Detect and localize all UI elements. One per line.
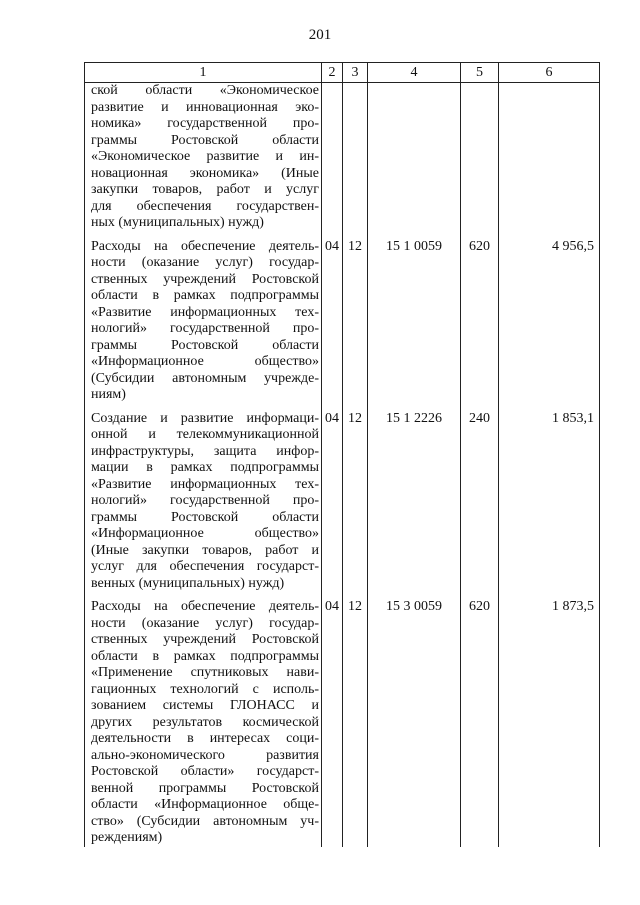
row-description — [85, 411, 322, 593]
description-line: ности (оказание услуг) государ- — [91, 615, 319, 631]
description-line: нологий» государственной про- — [91, 493, 319, 508]
spacer-cell — [368, 404, 461, 411]
section-code: 04 — [322, 411, 343, 593]
spacer-cell — [85, 232, 322, 239]
table-row — [85, 83, 600, 232]
description-line: других результатов космической — [91, 714, 319, 730]
table-header-row — [85, 63, 600, 83]
spacer-cell — [343, 404, 368, 411]
description-line: области в рамках подпрограммы — [91, 648, 319, 664]
expense-type-code: 620 — [461, 599, 499, 847]
subsection-code: 12 — [343, 411, 368, 593]
description-line: ской области «Экономическое — [91, 83, 319, 98]
spacer-cell — [85, 404, 322, 411]
description-line: ственных учреждений Ростовской — [91, 271, 319, 287]
spacer-cell — [499, 592, 600, 599]
description-line: инфраструктуры, защита инфор- — [91, 443, 319, 459]
spacer-cell — [368, 232, 461, 239]
subsection-code: 12 — [343, 599, 368, 847]
section-code: 04 — [322, 599, 343, 847]
spacer-cell — [343, 592, 368, 599]
header-col-3: 3 — [343, 63, 368, 83]
budget-table — [84, 62, 600, 847]
target-item-code: 15 3 0059 — [368, 599, 461, 847]
target-item-code — [368, 83, 461, 232]
amount — [499, 83, 600, 232]
description-line: венных (муниципальных) нужд) — [91, 575, 285, 591]
description-line: (Субсидии автономным учрежде- — [91, 370, 319, 386]
description-line: новационная экономика» (Иные — [91, 165, 319, 181]
description-line: граммы Ростовской области — [91, 509, 319, 525]
spacer-cell — [499, 404, 600, 411]
description-line: Создание и развитие информаци- — [91, 410, 319, 426]
description-line: «Применение спутниковых нави- — [91, 665, 319, 680]
amount: 1 853,1 — [499, 411, 600, 593]
amount: 1 873,5 — [499, 599, 600, 847]
row-description — [85, 83, 322, 232]
description-line: ности (оказание услуг) государ- — [91, 255, 319, 270]
description-line: ных (муниципальных) нужд) — [91, 215, 264, 230]
description-line: развитие и инновационная эко- — [91, 99, 319, 115]
expense-type-code — [461, 83, 499, 232]
description-line: «Экономическое развитие и ин- — [91, 149, 319, 164]
row-spacer — [85, 592, 600, 599]
row-spacer — [85, 232, 600, 239]
description-line: зованием системы ГЛОНАСС и — [91, 698, 319, 713]
spacer-cell — [461, 232, 499, 239]
description-line: деятельности в интересах соци- — [91, 731, 319, 746]
spacer-cell — [85, 592, 322, 599]
description-line: «Развитие информационных тех- — [91, 304, 319, 320]
section-code — [322, 83, 343, 232]
spacer-cell — [368, 592, 461, 599]
header-col-5: 5 — [461, 63, 499, 83]
description-line: граммы Ростовской области — [91, 132, 319, 148]
page-number: 201 — [308, 27, 332, 43]
subsection-code — [343, 83, 368, 232]
spacer-cell — [322, 592, 343, 599]
description-line: гационных технологий с исполь- — [91, 681, 319, 697]
spacer-cell — [322, 404, 343, 411]
header-col-4: 4 — [368, 63, 461, 83]
description-line: «Информационное общество» — [91, 354, 319, 369]
description-line: «Информационное общество» — [91, 526, 319, 541]
description-line: онной и телекоммуникационной — [91, 427, 319, 442]
description-line: «Развитие информационных тех- — [91, 476, 319, 492]
description-line: реждениям) — [91, 830, 163, 845]
description-line: венной программы Ростовской — [91, 780, 319, 796]
description-line: граммы Ростовской области — [91, 337, 319, 353]
section-code: 04 — [322, 239, 343, 404]
description-line: номика» государственной про- — [91, 116, 319, 131]
table-row — [85, 599, 600, 847]
spacer-cell — [343, 232, 368, 239]
row-description — [85, 599, 322, 847]
table-row — [85, 411, 600, 593]
target-item-code: 15 1 0059 — [368, 239, 461, 404]
subsection-code: 12 — [343, 239, 368, 404]
description-line: услуг для обеспечения государст- — [91, 559, 319, 574]
row-spacer — [85, 404, 600, 411]
description-line: ниям) — [91, 387, 126, 402]
header-col-6: 6 — [499, 63, 600, 83]
description-line: Ростовской области» государст- — [91, 764, 319, 779]
description-line: области в рамках подпрограммы — [91, 288, 319, 303]
description-line: для обеспечения государствен- — [91, 198, 319, 214]
expense-type-code: 620 — [461, 239, 499, 404]
spacer-cell — [322, 232, 343, 239]
target-item-code: 15 1 2226 — [368, 411, 461, 593]
header-col-2: 2 — [322, 63, 343, 83]
spacer-cell — [461, 592, 499, 599]
spacer-cell — [461, 404, 499, 411]
description-line: ство» (Субсидии автономным уч- — [91, 813, 319, 829]
header-col-1: 1 — [85, 63, 322, 83]
description-line: Расходы на обеспечение деятель- — [91, 238, 319, 254]
description-line: закупки товаров, работ и услуг — [91, 182, 319, 197]
description-line: области «Информационное обще- — [91, 797, 319, 812]
spacer-cell — [499, 232, 600, 239]
description-line: нологий» государственной про- — [91, 321, 319, 336]
table-row — [85, 239, 600, 404]
table-body — [85, 83, 600, 847]
description-line: ально-экономического развития — [91, 747, 319, 763]
description-line: ственных учреждений Ростовской — [91, 632, 319, 647]
expense-type-code: 240 — [461, 411, 499, 593]
description-line: мации в рамках подпрограммы — [91, 460, 319, 475]
row-description — [85, 239, 322, 404]
description-line: (Иные закупки товаров, работ и — [91, 542, 319, 558]
description-line: Расходы на обеспечение деятель- — [91, 599, 319, 614]
amount: 4 956,5 — [499, 239, 600, 404]
